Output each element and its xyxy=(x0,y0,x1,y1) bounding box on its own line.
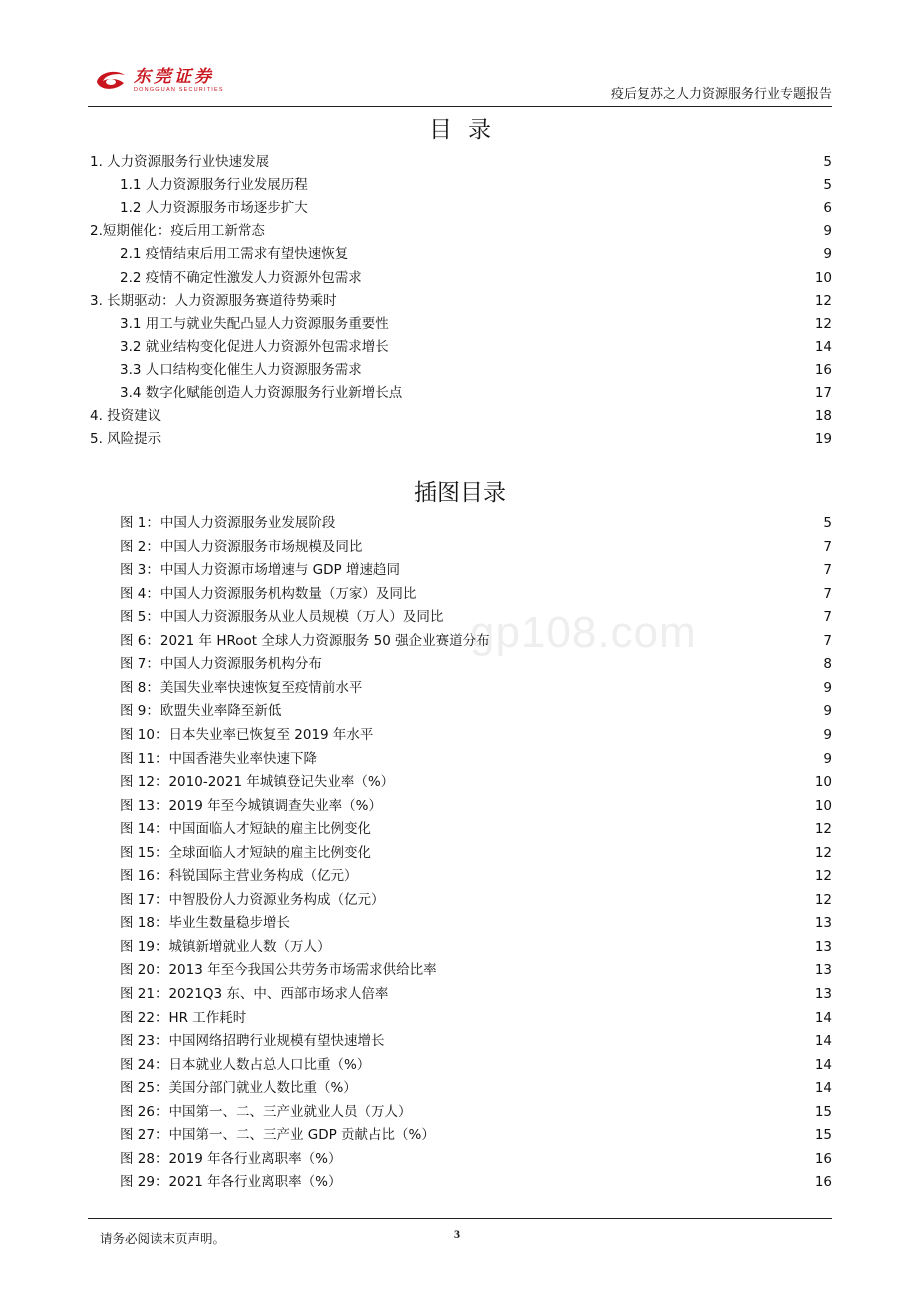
entry-label: 3. 长期驱动：人力资源服务赛道待势乘时 xyxy=(90,292,337,309)
dot-leader xyxy=(361,1078,811,1098)
entry-page-number: 7 xyxy=(823,609,832,626)
figure-list-entry[interactable] xyxy=(120,772,832,792)
dot-leader xyxy=(366,678,816,698)
dot-leader xyxy=(375,843,811,863)
dot-leader xyxy=(447,607,816,627)
entry-label: 图 14：中国面临人才短缺的雇主比例变化 xyxy=(120,821,371,838)
company-logo xyxy=(94,66,224,96)
dot-leader xyxy=(366,268,811,288)
figure-list-entry[interactable] xyxy=(120,560,832,580)
entry-label: 图 16：科锐国际主营业务构成（亿元） xyxy=(120,868,358,885)
toc-entry[interactable] xyxy=(90,221,832,241)
entry-page-number: 7 xyxy=(823,585,832,602)
dot-leader xyxy=(439,1125,811,1145)
toc-entry[interactable] xyxy=(120,268,832,288)
entry-label: 图 19：城镇新增就业人数（万人） xyxy=(120,938,331,955)
entry-label: 图 2：中国人力资源服务市场规模及同比 xyxy=(120,538,363,555)
dot-leader xyxy=(341,291,811,311)
figure-list-entry[interactable] xyxy=(120,1149,832,1169)
entry-label: 3.3 人口结构变化催生人力资源服务需求 xyxy=(120,361,362,378)
entry-label: 图 26：中国第一、二、三产业就业人员（万人） xyxy=(120,1103,412,1120)
entry-label: 图 29：2021 年各行业离职率（%） xyxy=(120,1174,342,1191)
dot-leader xyxy=(377,725,816,745)
entry-label: 图 4：中国人力资源服务机构数量（万家）及同比 xyxy=(120,585,417,602)
entry-page-number: 13 xyxy=(814,986,832,1002)
dot-leader xyxy=(165,406,811,426)
figure-list-entry[interactable] xyxy=(120,960,832,980)
entry-page-number: 9 xyxy=(823,726,832,743)
entry-page-number: 18 xyxy=(814,408,832,425)
entry-label: 图 1：中国人力资源服务业发展阶段 xyxy=(120,515,336,531)
entry-label: 图 3：中国人力资源市场增速与 GDP 增速趋同 xyxy=(120,562,400,579)
entry-page-number: 9 xyxy=(823,703,832,720)
entry-page-number: 13 xyxy=(814,938,832,955)
toc-entry[interactable] xyxy=(120,175,832,195)
entry-label: 5. 风险提示 xyxy=(90,431,162,448)
entry-label: 1. 人力资源服务行业快速发展 xyxy=(90,154,270,170)
dot-leader xyxy=(374,1055,811,1075)
entry-label: 2.2 疫情不确定性激发人力资源外包需求 xyxy=(120,269,362,286)
figure-list-entry[interactable] xyxy=(120,1078,832,1098)
entry-label: 图 7：中国人力资源服务机构分布 xyxy=(120,656,322,673)
dot-leader xyxy=(392,984,810,1004)
entry-label: 2.短期催化：疫后用工新常态 xyxy=(90,223,265,240)
figure-list-entry[interactable] xyxy=(120,1102,832,1122)
page-footer xyxy=(88,1218,832,1246)
entry-page-number: 14 xyxy=(814,1033,832,1050)
entry-page-number: 12 xyxy=(814,868,832,885)
entry-label: 图 11：中国香港失业率快速下降 xyxy=(120,750,317,767)
entry-label: 图 5：中国人力资源服务从业人员规模（万人）及同比 xyxy=(120,609,444,626)
figure-list-entry[interactable] xyxy=(120,1008,832,1028)
figure-list-entry[interactable] xyxy=(120,631,832,651)
figure-list-entry[interactable] xyxy=(120,584,832,604)
figure-list-heading: 插图目录 xyxy=(414,480,506,506)
toc-entry[interactable] xyxy=(90,152,832,172)
figure-list-entry[interactable] xyxy=(120,1125,832,1145)
toc-entry[interactable] xyxy=(90,429,832,449)
entry-page-number: 16 xyxy=(814,361,832,378)
entry-page-number: 5 xyxy=(823,154,832,170)
entry-page-number: 16 xyxy=(814,1174,832,1191)
dot-leader xyxy=(285,701,816,721)
entry-label: 图 13：2019 年至今城镇调查失业率（%） xyxy=(120,797,382,814)
dot-leader xyxy=(388,890,810,910)
entry-label: 图 10：日本失业率已恢复至 2019 年水平 xyxy=(120,726,374,743)
dot-leader xyxy=(326,654,816,674)
dot-leader xyxy=(441,960,811,980)
dot-leader xyxy=(312,175,816,195)
entry-page-number: 13 xyxy=(814,962,832,979)
entry-label: 图 6：2021 年 HRoot 全球人力资源服务 50 强企业赛道分布 xyxy=(120,632,490,649)
figure-list-entry[interactable] xyxy=(120,890,832,910)
entry-page-number: 12 xyxy=(814,821,832,838)
entry-page-number: 7 xyxy=(823,538,832,555)
toc-entry[interactable] xyxy=(120,337,832,357)
dot-leader xyxy=(165,429,811,449)
entry-page-number: 13 xyxy=(814,915,832,932)
entry-page-number: 6 xyxy=(823,200,832,217)
entry-page-number: 14 xyxy=(814,1080,832,1097)
figure-list-entry[interactable] xyxy=(120,654,832,674)
dot-leader xyxy=(345,1149,810,1169)
entry-label: 图 18：毕业生数量稳步增长 xyxy=(120,915,290,932)
dot-leader xyxy=(294,913,811,933)
entry-label: 3.1 用工与就业失配凸显人力资源服务重要性 xyxy=(120,315,389,332)
entry-page-number: 10 xyxy=(814,269,832,286)
figure-list-entry[interactable] xyxy=(120,1172,832,1192)
entry-page-number: 7 xyxy=(823,562,832,579)
entry-page-number: 5 xyxy=(823,177,832,194)
dot-leader xyxy=(404,560,816,580)
dot-leader xyxy=(415,1102,810,1122)
dot-leader xyxy=(393,337,811,357)
entry-label: 图 24：日本就业人数占总人口比重（%） xyxy=(120,1056,371,1073)
entry-label: 3.2 就业结构变化促进人力资源外包需求增长 xyxy=(120,338,389,355)
dot-leader xyxy=(250,1008,811,1028)
dot-leader xyxy=(345,1172,810,1192)
figure-list-entry[interactable] xyxy=(120,819,832,839)
logo-mark-icon xyxy=(94,69,128,93)
dot-leader xyxy=(334,937,810,957)
dot-leader xyxy=(393,314,811,334)
toc-entry[interactable] xyxy=(120,198,832,218)
entry-page-number: 9 xyxy=(823,750,832,767)
entry-page-number: 9 xyxy=(823,246,832,263)
entry-label: 1.1 人力资源服务行业发展历程 xyxy=(120,177,308,194)
toc-entry[interactable] xyxy=(120,314,832,334)
dot-leader xyxy=(494,631,816,651)
dot-leader xyxy=(352,244,816,264)
entry-page-number: 12 xyxy=(814,315,832,332)
entry-label: 1.2 人力资源服务市场逐步扩大 xyxy=(120,200,308,217)
figure-list-entry[interactable] xyxy=(120,607,832,627)
entry-label: 图 9：欧盟失业率降至新低 xyxy=(120,703,282,720)
entry-page-number: 12 xyxy=(814,844,832,861)
entry-page-number: 14 xyxy=(814,1056,832,1073)
entry-page-number: 15 xyxy=(814,1103,832,1120)
figure-list-entry[interactable] xyxy=(120,1031,832,1051)
dot-leader xyxy=(339,513,816,533)
figure-list-entry[interactable] xyxy=(120,749,832,769)
figure-list-entry[interactable] xyxy=(120,913,832,933)
figure-list-entry[interactable] xyxy=(120,937,832,957)
figure-list-entry[interactable] xyxy=(120,843,832,863)
entry-label: 图 12：2010-2021 年城镇登记失业率（%） xyxy=(120,774,395,791)
entry-label: 图 8：美国失业率快速恢复至疫情前水平 xyxy=(120,679,363,696)
toc-entry[interactable] xyxy=(120,244,832,264)
logo-chinese-name: 东莞证券 xyxy=(134,67,214,87)
entry-page-number: 12 xyxy=(814,891,832,908)
figure-list-entry[interactable] xyxy=(120,537,832,557)
page-number: 3 xyxy=(454,1227,460,1241)
figure-list-entry[interactable] xyxy=(120,725,832,745)
entry-page-number: 5 xyxy=(823,515,832,531)
entry-label: 图 28：2019 年各行业离职率（%） xyxy=(120,1150,342,1167)
dot-leader xyxy=(388,1031,810,1051)
entry-page-number: 16 xyxy=(814,1150,832,1167)
entry-page-number: 9 xyxy=(823,679,832,696)
dot-leader xyxy=(312,198,816,218)
report-title: 疫后复苏之人力资源服务行业专题报告 xyxy=(610,87,832,102)
dot-leader xyxy=(361,866,810,886)
entry-label: 图 17：中智股份人力资源业务构成（亿元） xyxy=(120,891,385,908)
figure-list-entry[interactable] xyxy=(120,984,832,1004)
dot-leader xyxy=(269,221,816,241)
dot-leader xyxy=(366,537,816,557)
entry-label: 图 23：中国网络招聘行业规模有望快速增长 xyxy=(120,1033,385,1050)
entry-page-number: 8 xyxy=(823,656,832,673)
entry-label: 2.1 疫情结束后用工需求有望快速恢复 xyxy=(120,246,349,263)
dot-leader xyxy=(406,383,811,403)
entry-page-number: 10 xyxy=(814,774,832,791)
disclaimer-note: 请务必阅读末页声明。 xyxy=(100,1231,226,1246)
toc-heading: 目录 xyxy=(429,117,507,143)
entry-label: 图 20：2013 年至今我国公共劳务市场需求供给比率 xyxy=(120,962,437,979)
figure-list-entry[interactable] xyxy=(120,1055,832,1075)
entry-label: 图 27：中国第一、二、三产业 GDP 贡献占比（%） xyxy=(120,1127,435,1144)
entry-label: 3.4 数字化赋能创造人力资源服务行业新增长点 xyxy=(120,385,403,401)
dot-leader xyxy=(398,772,811,792)
figure-list-entry[interactable] xyxy=(120,701,832,721)
entry-page-number: 10 xyxy=(814,797,832,814)
entry-page-number: 9 xyxy=(823,223,832,240)
entry-label: 图 22：HR 工作耗时 xyxy=(120,1009,247,1026)
toc-entry[interactable] xyxy=(120,360,832,380)
dot-leader xyxy=(273,152,816,172)
dot-leader xyxy=(366,360,811,380)
toc-entry[interactable] xyxy=(90,291,832,311)
dot-leader xyxy=(321,749,816,769)
entry-page-number: 19 xyxy=(814,431,832,448)
entry-page-number: 14 xyxy=(814,1009,832,1026)
entry-page-number: 17 xyxy=(814,385,832,401)
dot-leader xyxy=(386,796,811,816)
logo-english-name: DONGGUAN SECURITIES xyxy=(134,87,224,93)
figure-list-entry[interactable] xyxy=(120,796,832,816)
figure-list-entry[interactable] xyxy=(120,678,832,698)
dot-leader xyxy=(420,584,816,604)
page-header xyxy=(88,64,832,107)
toc-entry[interactable] xyxy=(90,406,832,426)
figure-list-entry[interactable] xyxy=(120,513,832,533)
entry-label: 图 21：2021Q3 东、中、西部市场求人倍率 xyxy=(120,986,389,1002)
entry-label: 4. 投资建议 xyxy=(90,408,162,425)
entry-page-number: 12 xyxy=(814,292,832,309)
toc-entry[interactable] xyxy=(120,383,832,403)
entry-page-number: 15 xyxy=(814,1127,832,1144)
entry-label: 图 15：全球面临人才短缺的雇主比例变化 xyxy=(120,844,371,861)
entry-label: 图 25：美国分部门就业人数比重（%） xyxy=(120,1080,357,1097)
figure-list-entry[interactable] xyxy=(120,866,832,886)
dot-leader xyxy=(375,819,811,839)
entry-page-number: 7 xyxy=(823,632,832,649)
entry-page-number: 14 xyxy=(814,338,832,355)
